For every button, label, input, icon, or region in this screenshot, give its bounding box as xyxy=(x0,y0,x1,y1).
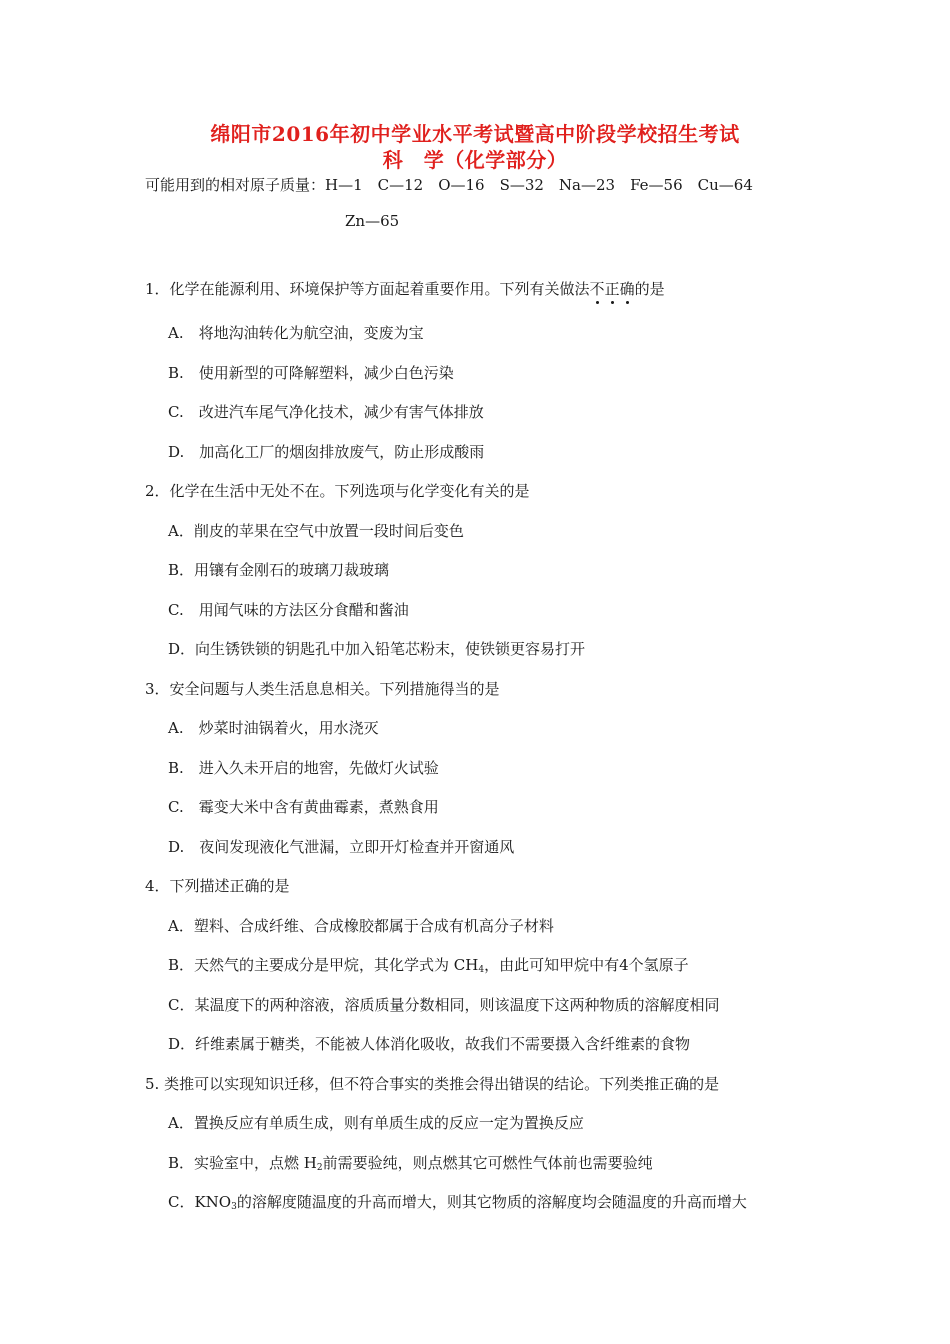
option-text: B．实验室中，点燃 H xyxy=(168,1154,317,1172)
exam-subtitle: 科 学（化学部分） xyxy=(382,148,568,172)
question-1-stem-end: 的是 xyxy=(634,280,665,298)
question-3-stem: 3．安全问题与人类生活息息相关。下列措施得当的是 xyxy=(145,680,500,698)
option-text: 前需要验纯，则点燃其它可燃性气体前也需要验纯 xyxy=(322,1154,653,1172)
question-3-option-a: A. 炒菜时油锅着火，用水浇灭 xyxy=(168,719,379,737)
question-5-option-a: A．置换反应有单质生成，则有单质生成的反应一定为置换反应 xyxy=(168,1114,584,1132)
option-text: C．KNO xyxy=(168,1193,232,1211)
question-3-option-b: B. 进入久未开启的地窖，先做灯火试验 xyxy=(168,759,439,777)
question-1-stem-text: 1．化学在能源利用、环境保护等方面起着重要作用。下列有关做法 xyxy=(145,280,590,298)
subscript: 4 xyxy=(478,965,485,975)
question-5-option-b xyxy=(168,1152,653,1173)
question-2-option-d: D．向生锈铁锁的钥匙孔中加入铅笔芯粉末，使铁锁更容易打开 xyxy=(168,640,586,658)
atomic-mass-line-2: Zn—65 xyxy=(345,212,400,230)
question-4-option-a: A．塑料、合成纤维、合成橡胶都属于合成有机高分子材料 xyxy=(168,917,554,935)
question-1-option-d: D. 加高化工厂的烟囱排放废气，防止形成酸雨 xyxy=(168,443,485,461)
question-5-option-c xyxy=(168,1191,747,1212)
exam-title: 绵阳市2016年初中学业水平考试暨高中阶段学校招生考试 xyxy=(210,122,740,146)
option-text: B．天然气的主要成分是甲烷，其化学式为 CH xyxy=(168,956,479,974)
question-4-option-b xyxy=(168,954,689,975)
question-5-stem: 5. 类推可以实现知识迁移，但不符合事实的类推会得出错误的结论。下列类推正确的是 xyxy=(145,1075,720,1093)
subscript: 3 xyxy=(231,1202,237,1212)
subscript: 2 xyxy=(316,1163,323,1173)
question-3-option-c: C. 霉变大米中含有黄曲霉素，煮熟食用 xyxy=(168,798,439,816)
question-4-stem: 4．下列描述正确的是 xyxy=(145,877,290,895)
question-2-option-a: A．削皮的苹果在空气中放置一段时间后变色 xyxy=(168,522,464,540)
question-3-option-d: D. 夜间发现液化气泄漏，立即开灯检查并开窗通风 xyxy=(168,838,515,856)
question-1-option-b: B. 使用新型的可降解塑料，减少白色污染 xyxy=(168,364,454,382)
emphasis-char: 确 xyxy=(619,280,635,298)
option-text: ，由此可知甲烷中有4个氢原子 xyxy=(484,956,689,974)
emphasis-char: 不 xyxy=(589,280,605,298)
question-4-option-c: C．某温度下的两种溶液，溶质质量分数相同，则该温度下这两种物质的溶解度相同 xyxy=(168,996,720,1014)
question-2-option-c: C. 用闻气味的方法区分食醋和酱油 xyxy=(168,601,409,619)
question-2-option-b: B．用镶有金刚石的玻璃刀裁玻璃 xyxy=(168,561,390,579)
question-2-stem: 2．化学在生活中无处不在。下列选项与化学变化有关的是 xyxy=(145,482,530,500)
question-1-option-a: A. 将地沟油转化为航空油，变废为宝 xyxy=(168,324,424,342)
question-1-option-c: C. 改进汽车尾气净化技术，减少有害气体排放 xyxy=(168,403,484,421)
atomic-mass-line: 可能用到的相对原子质量：H—1 C—12 O—16 S—32 Na—23 Fe—56 Cu—64 xyxy=(145,176,753,194)
question-1-stem xyxy=(145,278,665,299)
question-4-option-d: D．纤维素属于糖类，不能被人体消化吸收，故我们不需要摄入含纤维素的食物 xyxy=(168,1035,691,1053)
option-text: 的溶解度随温度的升高而增大，则其它物质的溶解度均会随温度的升高而增大 xyxy=(236,1193,747,1211)
emphasis-char: 正 xyxy=(604,280,620,298)
